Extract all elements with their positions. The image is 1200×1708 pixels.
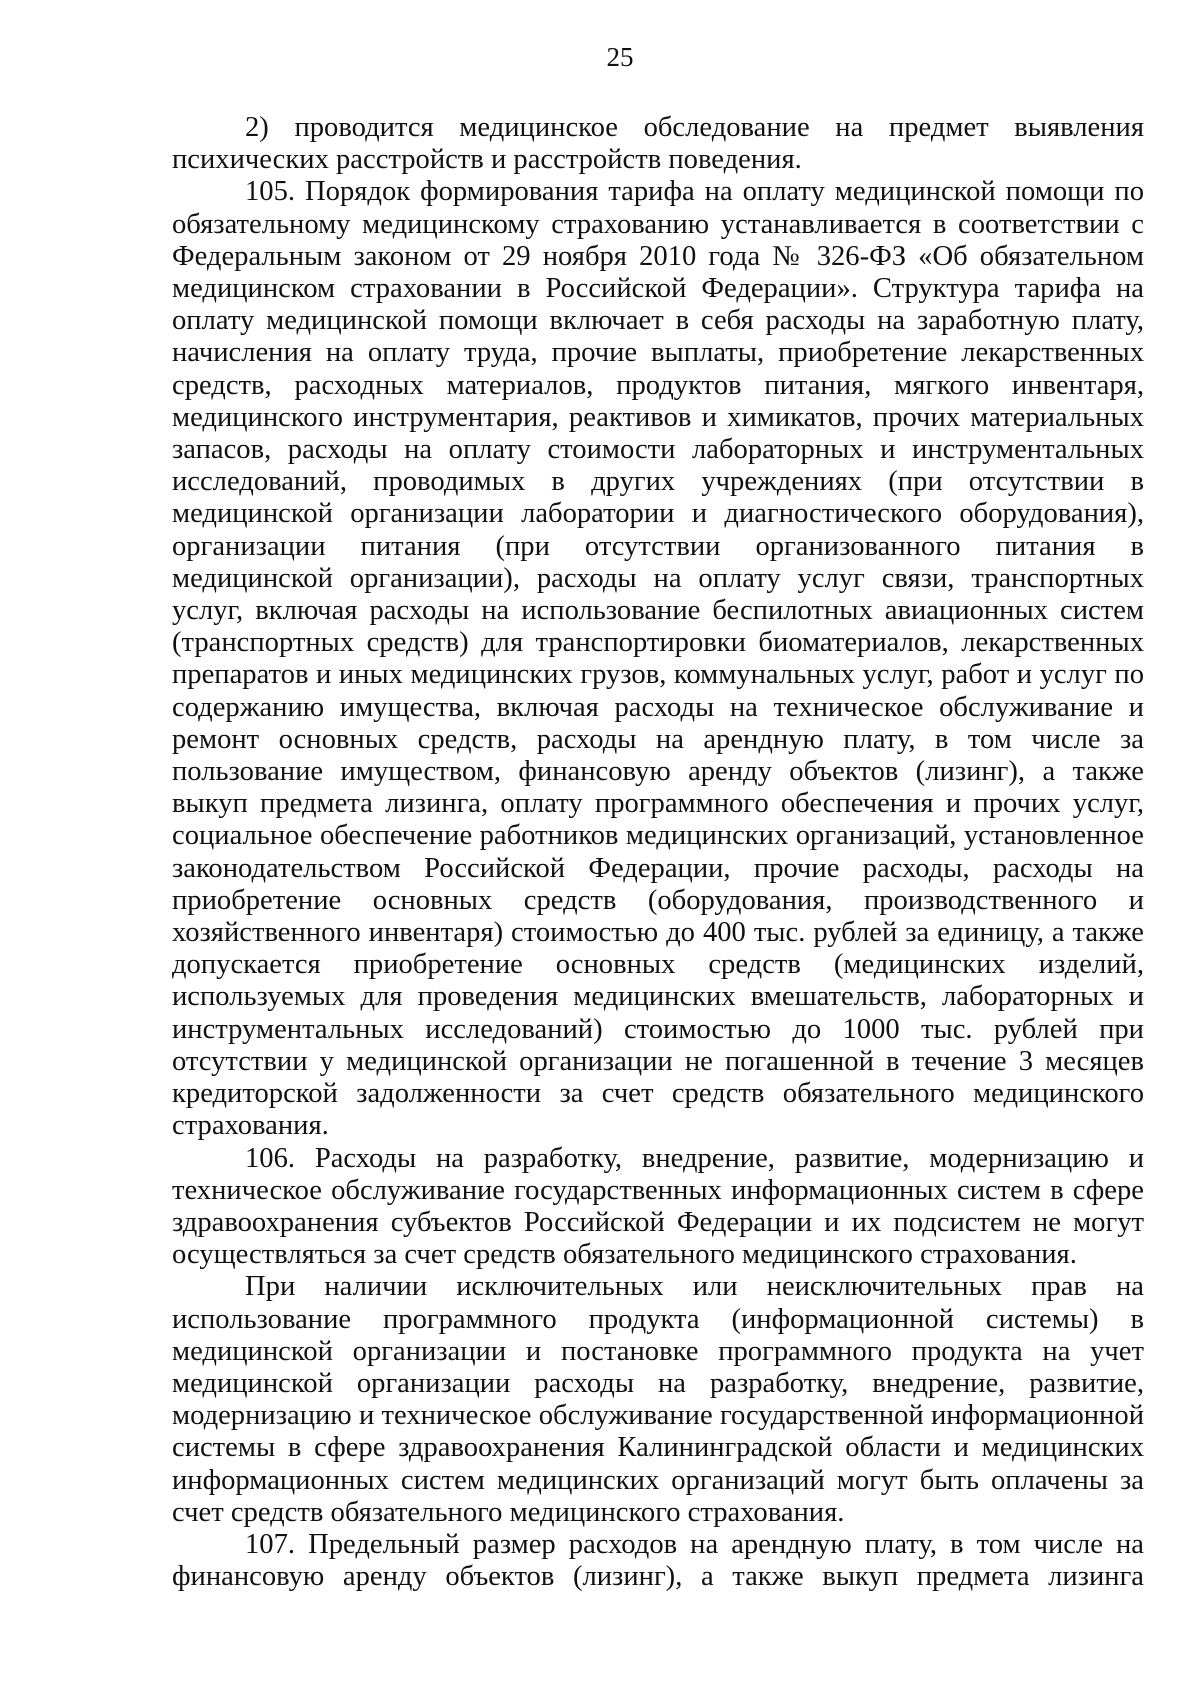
paragraph-item-105: 105. Порядок формирования тарифа на оплату медицинской помощи по обязательному медицинскому страхованию устанавливается в соответствии с Федеральным законом от 29 ноября 2010 года № 326-ФЗ «Об обязательном медицинском страховании в Российской Федерации». Структура тарифа на оплату медицинской помощи включает в себя расходы на заработную плату, начисления на оплату труда, прочие выплаты, приобретение лекарственных средств, расходных материалов, продуктов питания, мягкого инвентаря, медицинского инструментария, реактивов и химикатов, прочих материальных запасов, расходы на оплату стоимости лабораторных и инструментальных исследований, проводимых в других учреждениях (при отсутствии в медицинской организации лаборатории и диагностического оборудования), организации питания (при отсутствии организованного питания в медицинской организации), расходы на оплату услуг связи, транспортных услуг, включая расходы на использование беспилотных авиационных систем (транспортных средств) для транспортировки биоматериалов, лекарственных препаратов и иных медицинских грузов, коммунальных услуг, работ и услуг по содержанию имущества, включая расходы на техническое обслуживание и ремонт основных средств, расходы на арендную плату, в том числе за пользование имуществом, финансовую аренду объектов (лизинг), а также выкуп предмета лизинга, оплату программного обеспечения и прочих услуг, социальное обеспечение работников медицинских организаций, установленное законодательством Российской Федерации, прочие расходы, расходы на приобретение основных средств (оборудования, производственного и хозяйственного инвентаря) стоимостью до 400 тыс. рублей за единицу, а также допускается приобретение основных средств (медицинских изделий, используемых для проведения медицинских вмешательств, лабораторных и инструментальных исследований) стоимостью до 1000 тыс. рублей при отсутствии у медицинской организации не погашенной в течение 3 месяцев кредиторской задолженности за счет средств обязательного медицинского страхования. <box>172 176 1144 1142</box>
page-number: 25 <box>606 42 634 72</box>
paragraph-item-107: 107. Предельный размер расходов на арендную плату, в том числе на финансовую аренду объектов (лизинг), а также выкуп предмета лизинга <box>172 1528 1144 1593</box>
paragraph-software-rights: При наличии исключительных или неисключительных прав на использование программного продукта (информационной системы) в медицинской организации и постановке программного продукта на учет медицинской организации расходы на разработку, внедрение, развитие, модернизацию и техническое обслуживание государственной информационной системы в сфере здравоохранения Калининградской области и медицинских информационных систем медицинских организаций могут быть оплачены за счет средств обязательного медицинского страхования. <box>172 1271 1144 1528</box>
document-body <box>172 112 1144 1593</box>
paragraph-item-106: 106. Расходы на разработку, внедрение, развитие, модернизацию и техническое обслуживание государственных информационных систем в сфере здравоохранения субъектов Российской Федерации и их подсистем не могут осуществляться за счет средств обязательного медицинского страхования. <box>172 1142 1144 1271</box>
paragraph-item-2: 2) проводится медицинское обследование на предмет выявления психических расстройств и расстройств поведения. <box>172 112 1144 176</box>
